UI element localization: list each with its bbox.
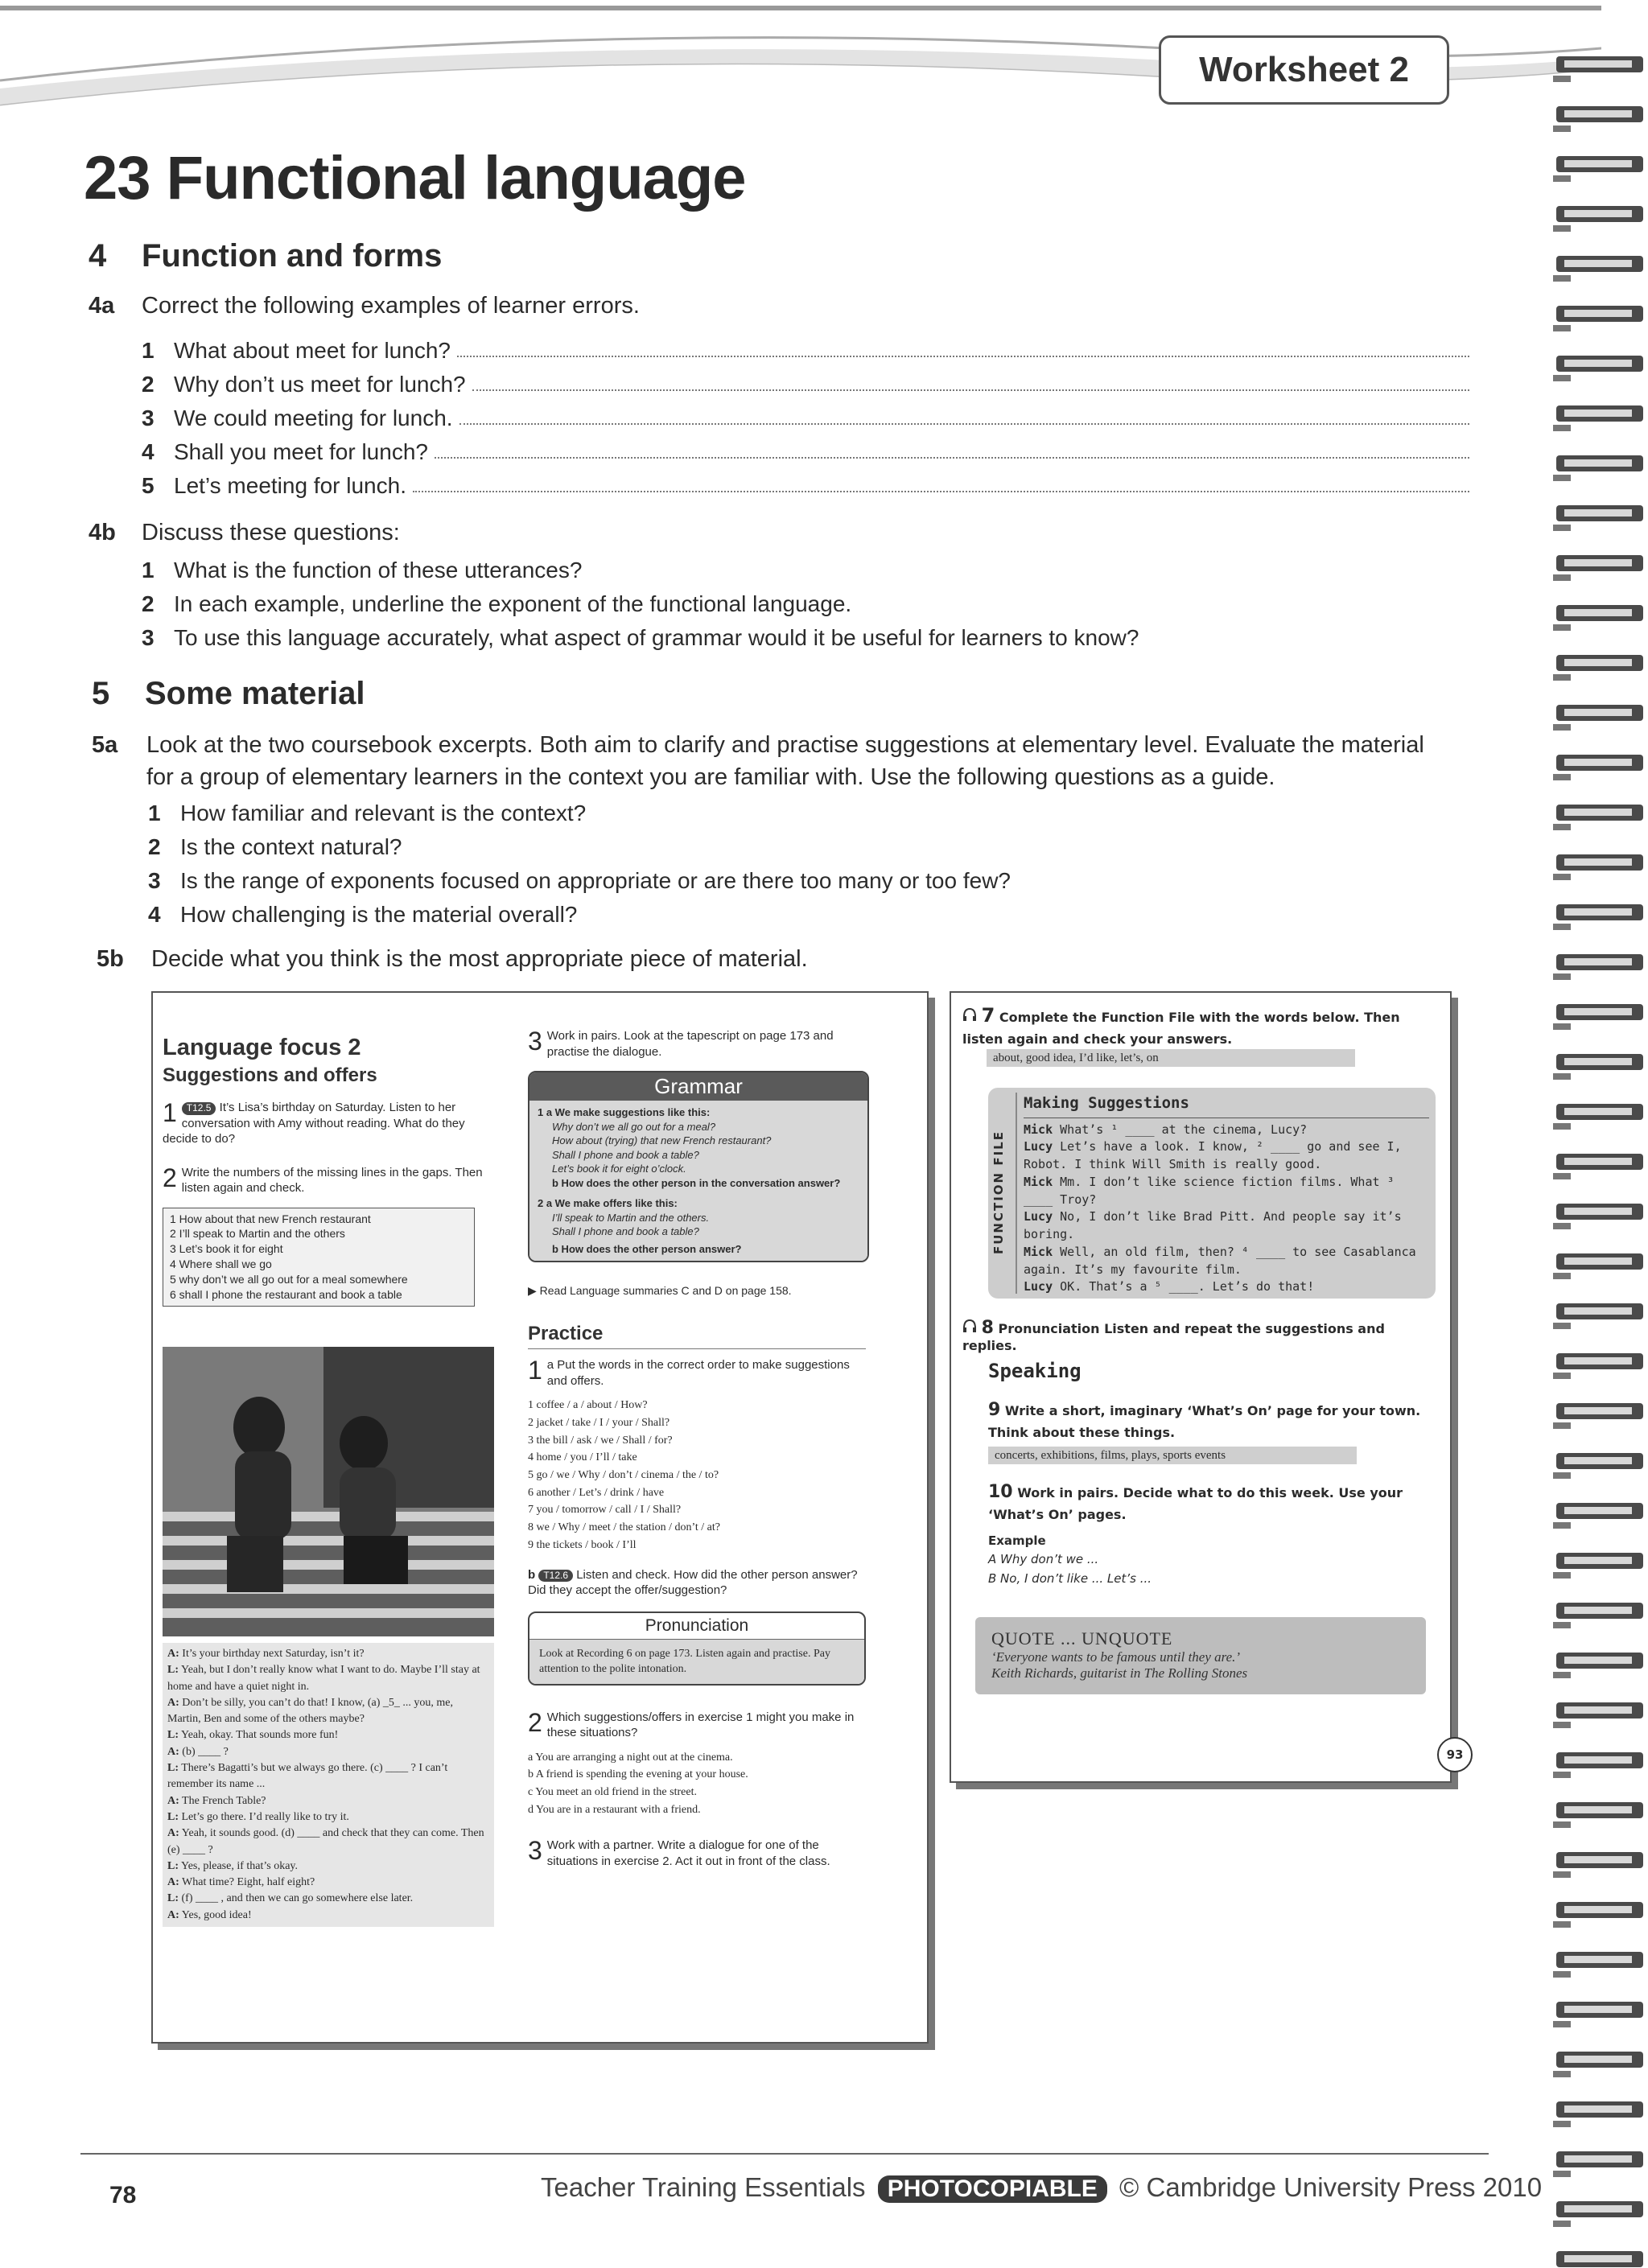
dialogue-line: A: Yes, good idea! [167,1908,252,1921]
dialogue [163,1643,494,1927]
task-5a-list [148,796,1476,932]
list-item: 3 We could meeting for lunch. [142,397,1469,431]
excerpt-subtitle: Suggestions and offers [163,1064,377,1086]
dialogue-line: A: It’s your birthday next Saturday, isn’t it? [167,1648,365,1660]
dialogue-line: A: What time? Eight, half eight? [167,1876,315,1889]
answer-line[interactable] [413,488,1469,492]
coursebook-excerpt-2 [950,991,1464,1783]
list-item: 4 Shall you meet for lunch? [142,431,1469,465]
grammar-title: Grammar [529,1072,867,1101]
exercise-9: 9 Write a short, imaginary ‘What’s On’ page for your town. Think about these things. [988,1400,1421,1440]
quote-attribution: Keith Richards, guitarist in The Rolling Stones [991,1665,1248,1681]
section-title: Function and forms [142,238,443,274]
spiral-binding [1553,0,1648,2268]
dialogue-line: L: Yeah, okay. That sounds more fun! [167,1729,339,1742]
task-label: 5b [97,946,124,972]
box-line: 4 Where shall we go [170,1257,272,1271]
pronunciation-title: Pronunciation [529,1613,864,1640]
photocopiable-badge: PHOTOCOPIABLE [878,2175,1107,2203]
box-line: 5 why don’t we all go out for a meal somewhere [170,1273,408,1286]
left-column [163,1035,494,1307]
pronunciation-text: Look at Recording 6 on page 173. Listen again and practise. Pay attention to the polite intonation. [529,1640,864,1684]
list-item: 1 What is the function of these utterances? [142,558,583,582]
dialogue-line: Mick Mm. I don’t like science fiction films. What ³ ____ Troy? [1024,1174,1395,1207]
dialogue-line: Mick Well, an old film, then? ⁴ ____ to see Casablanca again. It’s my favourite film. [1024,1244,1416,1277]
word-box: about, good idea, I’d like, let’s, on [987,1049,1355,1067]
box-line: 1 How about that new French restaurant [170,1212,371,1225]
exercise-number: 1 [163,1098,177,1127]
list-item: 2 In each example, underline the exponent of the functional language. [142,591,852,616]
section-title: Some material [145,676,365,711]
practice-exercise-2: 2 Which suggestions/offers in exercise 1 might you make in these situations? [528,1707,855,1740]
task-4a [89,293,1456,319]
task-5b [97,946,1465,973]
example-block: Example A Why don’t we ... B No, I don’t like ... Let’s ... [988,1533,1152,1586]
speaking-title: Speaking [988,1360,1082,1382]
audio-track-badge: T12.6 [538,1570,573,1583]
dialogue-line: A: Yeah, it sounds good. (d) ____ and check that they can come. Then (e) ____ ? [167,1827,484,1856]
headphones-icon [962,1321,982,1336]
coursebook-excerpt-1 [151,991,929,2044]
dialogue-line: L: (f) ____ , and then we can go somewhere else later. [167,1892,414,1905]
function-file-tab: FUNCTION FILE [991,1130,1006,1254]
list-item: 3 Is the range of exponents focused on appropriate or are there too many or too few? [148,868,1011,893]
box-line: 2 I’ll speak to Martin and the others [170,1227,345,1241]
dialogue-line: A: The French Table? [167,1794,266,1807]
exercise-8: 8 Pronunciation Listen and repeat the suggestions and replies. [962,1318,1385,1353]
task-label: 4a [89,293,115,319]
dialogue-line: Lucy No, I don’t like Brad Pitt. And people say it’s boring. [1024,1209,1402,1242]
task-instruction: Correct the following examples of learner errors. [142,293,640,319]
practice-title: Practice [528,1323,866,1349]
grammar-box [528,1071,869,1262]
answer-line[interactable] [457,352,1469,357]
page-title: 23 Functional language [84,144,746,212]
task-5a [92,729,1476,793]
exercise-3: 3 Work in pairs. Look at the tapescript on page 173 and practise the dialogue. [528,1027,834,1059]
read-summary-note: ▶ Read Language summaries C and D on page 158. [528,1284,792,1298]
page-number: 78 [109,2182,137,2208]
list-item: 4 How challenging is the material overall? [148,902,578,927]
list-item: 5 Let’s meeting for lunch. [142,465,1469,499]
task-instruction-line: for a group of elementary learners in the context you are familiar with. Use the following questions as a guide. [146,764,1275,790]
photo-two-women-on-steps [163,1347,494,1636]
footer-copyright: © Cambridge University Press 2010 [1119,2172,1543,2202]
function-file-content [1024,1093,1429,1296]
section-number: 4 [89,238,107,274]
quote-text: ‘Everyone wants to be famous until they are.’ [991,1649,1241,1665]
practice-exercise-3: 3 Work with a partner. Write a dialogue for one of the situations in exercise 2. Act it out in front of the class. [528,1836,830,1868]
exercise-1 [163,1100,494,1147]
task-label: 4b [89,520,116,545]
answer-line[interactable] [472,386,1469,391]
exercise-number: 2 [163,1163,177,1192]
task-4b-list [142,554,1469,655]
list-item: 2 Why don’t us meet for lunch? [142,364,1469,397]
task-4b [89,520,1456,546]
function-file [988,1088,1436,1299]
dialogue-line: A: (b) ____ ? [167,1745,229,1758]
dialogue-line: L: Let’s go there. I’d really like to try it. [167,1810,349,1823]
quote-box [975,1617,1426,1694]
quote-title: QUOTE ... UNQUOTE [991,1628,1173,1649]
dialogue-line: L: There’s Bagatti’s but we always go there. (c) ____ ? I can’t remember its name ... [167,1762,448,1791]
headphones-icon [962,1010,982,1025]
box-line: 3 Let’s book it for eight [170,1242,283,1256]
exercise-text: Write the numbers of the missing lines in the gaps. Then listen again and check. [181,1165,483,1195]
dialogue-line: L: Yeah, but I don’t really know what I want to do. Maybe I’ll stay at home and have a quiet night in. [167,1664,480,1693]
box-line: 6 shall I phone the restaurant and book a table [170,1287,402,1301]
footer-rule [80,2153,1489,2155]
exercise-2 [163,1165,494,1196]
section-number: 5 [92,676,110,711]
task-instruction: Discuss these questions: [142,520,400,545]
right-column [528,1028,866,1869]
missing-lines-box [163,1208,475,1307]
task-instruction: Decide what you think is the most appropriate piece of material. [151,946,808,972]
practice-exercise-1: 1 a Put the words in the correct order to make suggestions and offers. [528,1356,850,1388]
things-strip: concerts, exhibitions, films, plays, sports events [988,1447,1357,1464]
situations-list: a You are arranging a night out at the cinema. b A friend is spending the evening at your house. c You meet an old friend in the street. d You are in a restaurant with a friend. [528,1751,748,1816]
list-item: 2 Is the context natural? [148,834,402,859]
audio-track-badge: T12.5 [182,1102,216,1115]
dialogue-line: Lucy Let’s have a look. I know, ² ____ go and see I, Robot. I think Will Smith is really good. [1024,1139,1402,1172]
exercise-text: It’s Lisa’s birthday on Saturday. Listen to her conversation with Amy without reading. What do they decide to do? [163,1101,465,1146]
task-label: 5a [92,732,118,758]
exercise-10: 10 Work in pairs. Decide what to do this week. Use your ‘What’s On’ pages. [988,1482,1403,1522]
page-number-badge: 93 [1437,1737,1473,1772]
dialogue-line: L: Yes, please, if that’s okay. [167,1859,299,1872]
worksheet-label: Worksheet 2 [1159,35,1449,105]
answer-line[interactable] [459,420,1469,425]
dialogue-line: Mick What’s ¹ ____ at the cinema, Lucy? [1024,1122,1308,1137]
task-4a-list [142,330,1469,499]
section-5-heading [92,676,575,712]
footer-credit [541,2172,1542,2203]
excerpt-title: Language focus 2 [163,1035,361,1060]
word-order-list: 1 coffee / a / about / How? 2 jacket / take / I / your / Shall? 3 the bill / ask / we / Shall / for? 4 home / you / I’ll / take 5 go / we / Why / don’t / cinema / the / to? 6 another / Let’s / drink / have 7 you / tomorrow / call / I / Shall? 8 we / Why / meet / the station / don’t / at? 9 the tickets / book / I’ll [528,1399,720,1551]
dialogue-line: A: Don’t be silly, you can’t do that! I know, (a) _5_ ... you, me, Martin, Ben and some of the others maybe? [167,1696,453,1726]
function-file-title: Making Suggestions [1024,1093,1429,1118]
dialogue-line: Lucy OK. That’s a ⁵ ____. Let’s do that! [1024,1279,1315,1295]
task-instruction-line: Look at the two coursebook excerpts. Both aim to clarify and practise suggestions at elementary level. Evaluate the material [146,732,1424,758]
list-item: 1 What about meet for lunch? [142,330,1469,364]
footer-book-title: Teacher Training Essentials [541,2172,866,2202]
section-4-heading [89,238,571,274]
exercise-7: 7 Complete the Function File with the words below. Then listen again and check your answers. [962,1004,1400,1047]
list-item: 3 To use this language accurately, what aspect of grammar would it be useful for learners to know? [142,625,1139,650]
practice-exercise-1b: b T12.6 Listen and check. How did the other person answer? Did they accept the offer/suggestion? [528,1567,858,1598]
answer-line[interactable] [435,454,1469,459]
list-item: 1 How familiar and relevant is the context? [148,801,587,825]
pronunciation-box [528,1611,866,1686]
grammar-content: 1 a We make suggestions like this: Why don’t we all go out for a meal? How about (trying) that new French restaurant? Shall I phone and book a table? Let’s book it for eight o’clock. b How does the other person in the conversation answer? 2 a We make offers like this: I’ll speak to Martin and the others. Shall I phone and book a table? b How does the other person answer? [529,1101,867,1261]
